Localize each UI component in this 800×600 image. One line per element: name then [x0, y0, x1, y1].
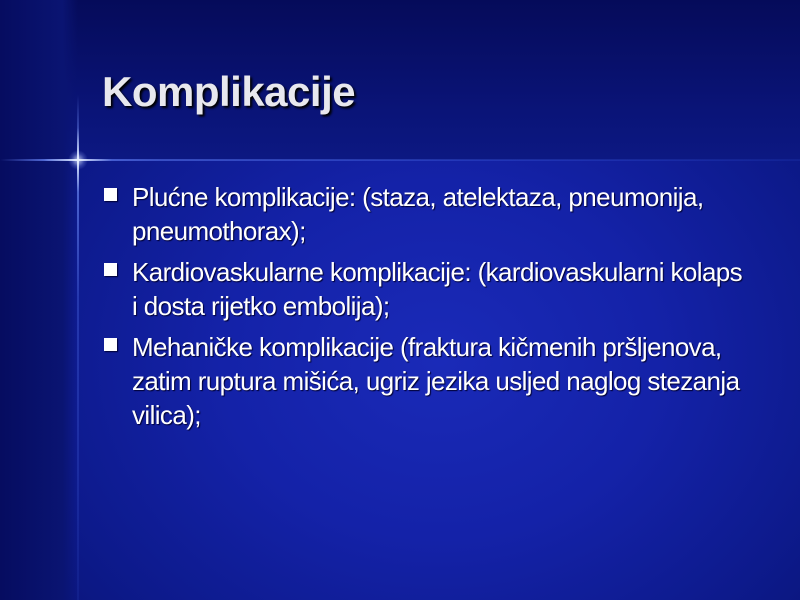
bullet-item: [104, 255, 744, 323]
left-decor-column: [0, 0, 78, 600]
horizontal-accent-line: [0, 159, 800, 161]
vertical-accent-line: [77, 95, 79, 600]
bullet-text: Kardiovaskularne komplikacije: (kardiovaskularni kolaps i dosta rijetko embolija);: [132, 257, 743, 321]
bullet-list: [104, 180, 744, 439]
bullet-text: Plućne komplikacije: (staza, atelektaza, pneumonija, pneumothorax);: [132, 182, 704, 246]
slide-title: Komplikacije: [102, 68, 356, 115]
square-bullet-icon: [104, 188, 117, 201]
bullet-item: [104, 330, 744, 432]
square-bullet-icon: [104, 263, 117, 276]
bullet-text: Mehaničke komplikacije (fraktura kičmenih pršljenova, zatim ruptura mišića, ugriz jezika usljed naglog stezanja vilica);: [132, 332, 740, 430]
square-bullet-icon: [104, 338, 117, 351]
bullet-item: [104, 180, 744, 248]
